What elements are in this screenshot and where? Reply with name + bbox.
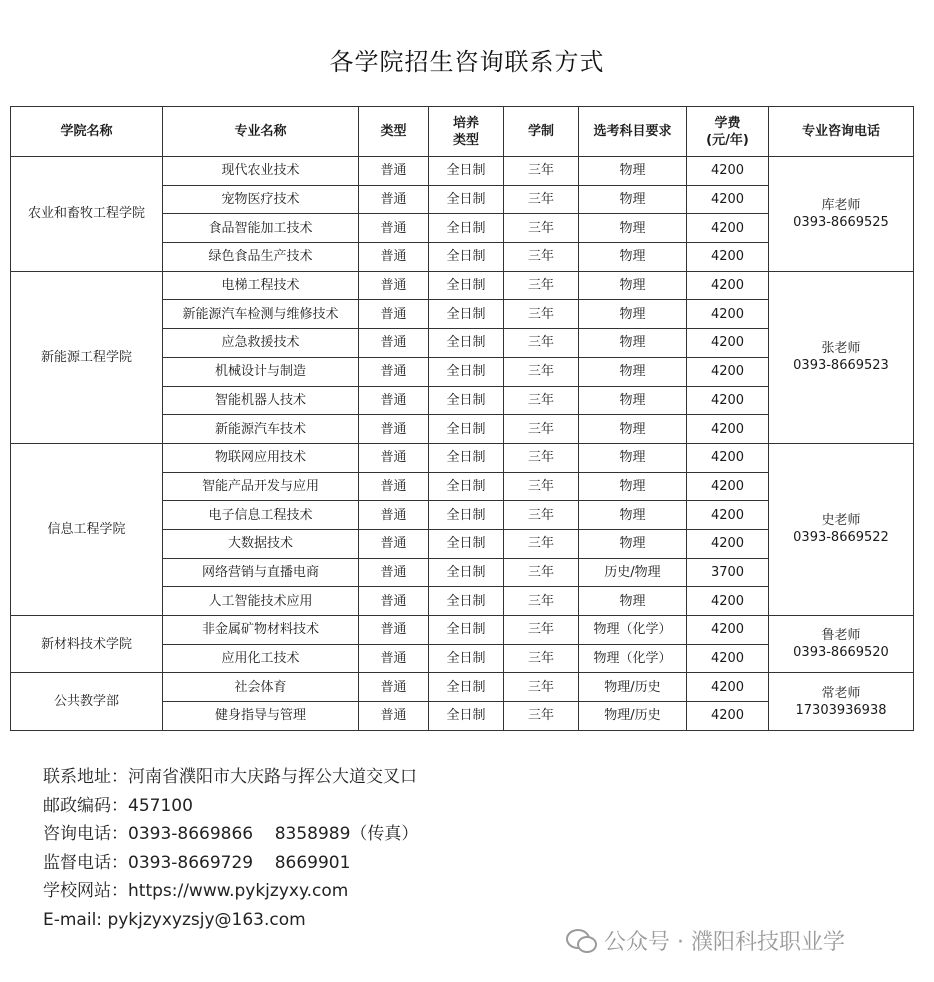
cell-mode: 全日制: [429, 558, 504, 587]
cell-mode: 全日制: [429, 329, 504, 358]
info-value: pykjzyxyzsjy@163.com: [107, 909, 306, 930]
cell-subject: 物理/历史: [579, 673, 687, 702]
cell-name: 智能产品开发与应用: [163, 472, 359, 501]
contact-phone: 0393-8669522: [793, 530, 889, 546]
table-row: [11, 271, 914, 300]
cell-years: 三年: [504, 529, 579, 558]
cell-subject: 物理: [579, 415, 687, 444]
cell-type: 普通: [359, 529, 429, 558]
cell-name: 健身指导与管理: [163, 702, 359, 731]
cell-subject: 物理: [579, 214, 687, 243]
cell-years: 三年: [504, 415, 579, 444]
cell-fee: 4200: [687, 271, 769, 300]
cell-mode: 全日制: [429, 300, 504, 329]
cell-mode: 全日制: [429, 529, 504, 558]
contact-info: [43, 763, 418, 935]
cell-type: 普通: [359, 300, 429, 329]
contact-cell: [769, 616, 914, 673]
cell-subject: 物理: [579, 472, 687, 501]
admissions-table: [10, 106, 914, 731]
cell-subject: 物理: [579, 357, 687, 386]
cell-type: 普通: [359, 587, 429, 616]
cell-subject: 物理: [579, 501, 687, 530]
cell-years: 三年: [504, 472, 579, 501]
info-value: 0393-8669866 8358989（传真）: [128, 824, 419, 845]
info-row: [43, 877, 418, 906]
contact-cell: [769, 443, 914, 615]
contact-name: 史老师: [821, 513, 861, 529]
contact-phone: 0393-8669520: [793, 645, 889, 661]
cell-name: 人工智能技术应用: [163, 587, 359, 616]
info-row: [43, 820, 418, 849]
info-row: [43, 763, 418, 792]
watermark-text: 公众号 · 濮阳科技职业学: [604, 929, 845, 955]
cell-mode: 全日制: [429, 214, 504, 243]
info-label: 咨询电话：: [43, 824, 128, 845]
cell-name: 电子信息工程技术: [163, 501, 359, 530]
cell-years: 三年: [504, 702, 579, 731]
cell-subject: 物理/历史: [579, 702, 687, 731]
cell-name: 物联网应用技术: [163, 443, 359, 472]
cell-mode: 全日制: [429, 157, 504, 186]
cell-type: 普通: [359, 271, 429, 300]
cell-years: 三年: [504, 443, 579, 472]
cell-years: 三年: [504, 386, 579, 415]
cell-name: 新能源汽车技术: [163, 415, 359, 444]
cell-name: 机械设计与制造: [163, 357, 359, 386]
cell-type: 普通: [359, 673, 429, 702]
page-title: 各学院招生咨询联系方式: [329, 48, 605, 76]
cell-subject: 物理: [579, 243, 687, 272]
cell-name: 新能源汽车检测与维修技术: [163, 300, 359, 329]
cell-fee: 4200: [687, 185, 769, 214]
cell-years: 三年: [504, 673, 579, 702]
cell-years: 三年: [504, 587, 579, 616]
cell-name: 电梯工程技术: [163, 271, 359, 300]
cell-type: 普通: [359, 702, 429, 731]
cell-type: 普通: [359, 558, 429, 587]
contact-cell: [769, 271, 914, 443]
cell-subject: 物理（化学）: [579, 616, 687, 645]
cell-fee: 4200: [687, 214, 769, 243]
cell-mode: 全日制: [429, 185, 504, 214]
cell-years: 三年: [504, 616, 579, 645]
cell-type: 普通: [359, 644, 429, 673]
cell-fee: 4200: [687, 157, 769, 186]
cell-name: 大数据技术: [163, 529, 359, 558]
cell-name: 应急救援技术: [163, 329, 359, 358]
cell-fee: 4200: [687, 529, 769, 558]
cell-subject: 物理: [579, 443, 687, 472]
cell-name: 现代农业技术: [163, 157, 359, 186]
cell-mode: 全日制: [429, 673, 504, 702]
column-header: 学院名称: [11, 107, 163, 157]
cell-type: 普通: [359, 501, 429, 530]
info-label: 邮政编码：: [43, 795, 128, 816]
cell-years: 三年: [504, 501, 579, 530]
cell-name: 绿色食品生产技术: [163, 243, 359, 272]
info-label: 联系地址：: [43, 767, 128, 787]
cell-mode: 全日制: [429, 472, 504, 501]
cell-mode: 全日制: [429, 415, 504, 444]
contact-name: 常老师: [821, 685, 861, 701]
column-header: 专业名称: [163, 107, 359, 157]
cell-subject: 历史/物理: [579, 558, 687, 587]
cell-mode: 全日制: [429, 644, 504, 673]
college-name-cell: 信息工程学院: [11, 443, 163, 615]
contact-phone: 0393-8669523: [793, 358, 889, 374]
info-value: 457100: [128, 795, 193, 816]
cell-subject: 物理: [579, 587, 687, 616]
cell-years: 三年: [504, 558, 579, 587]
table-row: [11, 616, 914, 645]
cell-type: 普通: [359, 214, 429, 243]
contact-name: 库老师: [821, 197, 861, 213]
cell-name: 非金属矿物材料技术: [163, 616, 359, 645]
cell-subject: 物理: [579, 157, 687, 186]
cell-years: 三年: [504, 243, 579, 272]
cell-years: 三年: [504, 329, 579, 358]
info-label: E-mail:: [43, 909, 108, 930]
table-header-row: [11, 107, 914, 157]
cell-type: 普通: [359, 243, 429, 272]
contact-phone: 0393-8669525: [793, 214, 889, 230]
cell-name: 智能机器人技术: [163, 386, 359, 415]
cell-type: 普通: [359, 185, 429, 214]
wechat-icon: [566, 927, 596, 953]
column-header: 选考科目要求: [579, 107, 687, 157]
cell-years: 三年: [504, 157, 579, 186]
cell-subject: 物理: [579, 300, 687, 329]
contact-name: 鲁老师: [821, 628, 861, 644]
cell-mode: 全日制: [429, 357, 504, 386]
college-name-cell: 农业和畜牧工程学院: [11, 157, 163, 272]
cell-years: 三年: [504, 357, 579, 386]
cell-subject: 物理（化学）: [579, 644, 687, 673]
cell-years: 三年: [504, 300, 579, 329]
cell-mode: 全日制: [429, 243, 504, 272]
column-header: 学制: [504, 107, 579, 157]
column-header: 培养 类型: [429, 107, 504, 157]
cell-fee: 4200: [687, 443, 769, 472]
cell-type: 普通: [359, 329, 429, 358]
college-name-cell: 公共教学部: [11, 673, 163, 730]
table-row: [11, 673, 914, 702]
column-header: 学费 (元/年): [687, 107, 769, 157]
college-name-cell: 新材料技术学院: [11, 616, 163, 673]
info-value: 0393-8669729 8669901: [128, 852, 351, 873]
cell-name: 食品智能加工技术: [163, 214, 359, 243]
cell-fee: 4200: [687, 357, 769, 386]
cell-subject: 物理: [579, 386, 687, 415]
cell-type: 普通: [359, 386, 429, 415]
cell-subject: 物理: [579, 185, 687, 214]
info-label: 监督电话：: [43, 852, 128, 873]
cell-type: 普通: [359, 357, 429, 386]
cell-mode: 全日制: [429, 386, 504, 415]
contact-cell: [769, 673, 914, 730]
cell-fee: 4200: [687, 472, 769, 501]
contact-cell: [769, 157, 914, 272]
cell-subject: 物理: [579, 529, 687, 558]
cell-fee: 4200: [687, 501, 769, 530]
cell-fee: 4200: [687, 644, 769, 673]
info-value: https://www.pykjzyxy.com: [128, 881, 349, 902]
info-label: 学校网站：: [43, 881, 128, 902]
cell-type: 普通: [359, 472, 429, 501]
cell-years: 三年: [504, 214, 579, 243]
cell-fee: 3700: [687, 558, 769, 587]
column-header: 专业咨询电话: [769, 107, 914, 157]
cell-fee: 4200: [687, 300, 769, 329]
watermark: [566, 920, 845, 960]
cell-mode: 全日制: [429, 443, 504, 472]
contact-name: 张老师: [821, 341, 861, 357]
contact-phone: 17303936938: [795, 702, 887, 718]
info-row: [43, 849, 418, 878]
cell-mode: 全日制: [429, 587, 504, 616]
cell-years: 三年: [504, 271, 579, 300]
cell-subject: 物理: [579, 329, 687, 358]
info-row: [43, 792, 418, 821]
cell-fee: 4200: [687, 616, 769, 645]
cell-type: 普通: [359, 157, 429, 186]
column-header: 类型: [359, 107, 429, 157]
cell-mode: 全日制: [429, 501, 504, 530]
cell-years: 三年: [504, 644, 579, 673]
cell-years: 三年: [504, 185, 579, 214]
cell-mode: 全日制: [429, 616, 504, 645]
cell-fee: 4200: [687, 386, 769, 415]
cell-type: 普通: [359, 443, 429, 472]
cell-fee: 4200: [687, 673, 769, 702]
cell-type: 普通: [359, 415, 429, 444]
cell-name: 宠物医疗技术: [163, 185, 359, 214]
cell-subject: 物理: [579, 271, 687, 300]
cell-name: 应用化工技术: [163, 644, 359, 673]
college-name-cell: 新能源工程学院: [11, 271, 163, 443]
cell-name: 社会体育: [163, 673, 359, 702]
table-row: [11, 157, 914, 186]
cell-fee: 4200: [687, 329, 769, 358]
cell-name: 网络营销与直播电商: [163, 558, 359, 587]
cell-fee: 4200: [687, 702, 769, 731]
cell-type: 普通: [359, 616, 429, 645]
info-value: 河南省濮阳市大庆路与挥公大道交叉口: [128, 767, 417, 787]
cell-fee: 4200: [687, 243, 769, 272]
cell-fee: 4200: [687, 587, 769, 616]
cell-mode: 全日制: [429, 271, 504, 300]
info-row: [43, 906, 418, 935]
cell-mode: 全日制: [429, 702, 504, 731]
cell-fee: 4200: [687, 415, 769, 444]
table-row: [11, 443, 914, 472]
